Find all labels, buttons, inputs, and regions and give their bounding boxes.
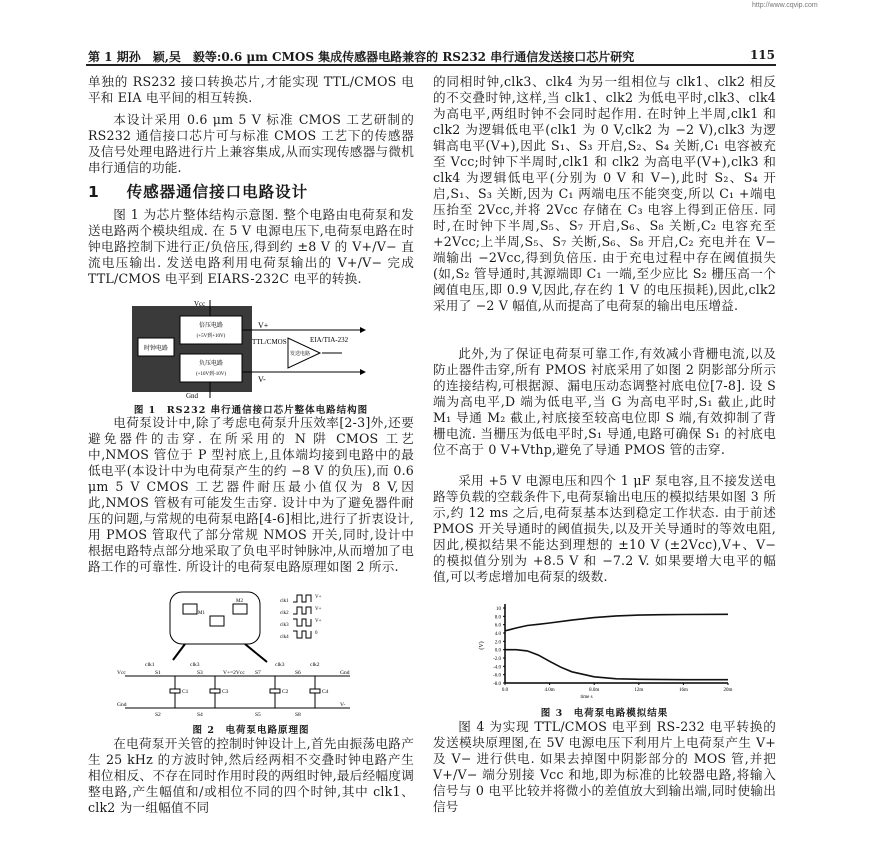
clock-label: 时钟电路 [143, 346, 169, 352]
y-tick-label: 6.0 [494, 623, 501, 629]
paragraph: 图 1 为芯片整体结构示意图. 整个电路由电荷泵和发送电路两个模块组成. 在 5 V 电源电压下,电荷泵电路在时钟电路控制下进行正/负倍压,得到约 ±8 V 的 V+/V− 直流电压输出. 发送电路利用电荷泵输出的 V+/V− 完成 TTL/CMOS 电平到 EIARS-232C 电平的转换. [88, 207, 414, 286]
s5-label: S5 [255, 712, 261, 718]
running-header [88, 48, 775, 65]
wave-clk2-label: clk2 [280, 611, 289, 616]
figure-1-caption: 图 1 RS232 串行通信接口芯片整体电路结构图 [133, 405, 369, 416]
figure-3-chart [465, 596, 750, 704]
x-axis-label: time s [580, 695, 593, 700]
x-tick-label: 20m [723, 688, 733, 693]
vplus-label: V+ [258, 321, 269, 330]
running-title: 第 1 期孙 颖,吴 毅等:0.6 μm CMOS 集成传感器电路兼容的 RS232 串行通信发送接口芯片研究 [88, 50, 635, 64]
y-tick-label: 0.0 [494, 648, 501, 654]
y-axis-label: (V) [479, 641, 485, 650]
y-tick-label: 4.0 [494, 632, 501, 637]
clk1-label: clk1 [145, 662, 155, 668]
wave-clk1-label: clk1 [280, 599, 289, 604]
y-tick-label: -8.0 [493, 682, 501, 687]
paragraph: 单独的 RS232 接口转换芯片,才能实现 TTL/CMOS 电平和 EIA 电平间的相互转换. [88, 74, 414, 105]
doubler-label: 倍压电路 [198, 323, 224, 329]
header-rule [86, 64, 776, 66]
gnd-label: Gnd [117, 702, 127, 708]
x-tick-label: 0.0 [501, 688, 509, 693]
paragraph: 在电荷泵开关管的控制时钟设计上,首先由振荡电路产生 25 kHz 的方波时钟,然后经两相不交叠时钟电路产生相位相反、不存在同时作用时段的两组时钟,最后经幅度调整电路,产生幅值和/或相位不同的四个时钟,其中 clk1、clk2 为一组幅值不同 [88, 736, 414, 815]
page-number: 115 [749, 48, 775, 62]
y-tick-label: 8.0 [494, 615, 501, 621]
doubler-range: (+5V到+10V) [196, 334, 226, 339]
m1-label: M1 [198, 611, 205, 616]
inverter-block [180, 354, 242, 382]
vcc-label: Vcc [117, 670, 126, 676]
paragraph: 此外,为了保证电荷泵可靠工作,有效减小背栅电流,以及防止器件击穿,所有 PMOS 衬底采用了如图 2 阴影部分所示的连接结构,可根据源、漏电压动态调整衬底电位[7-8]. 设 S 端为高电平,D 端为低电平,当 G 为高电平时,S₁ 截止,此时 M₁ 导通 M₂ 截止,衬底接至较高电位即 S 端,有效抑制了背栅电流. 当栅压为低电平时,S₁ 导通,电路可确保 S₁ 的衬底电位不高于 0 V+Vthp,避免了导通 PMOS 管的击穿. [433, 346, 776, 457]
wave-level: V+ [315, 607, 322, 612]
figure-3-caption: 图 3 电荷泵电路模拟结果 [540, 708, 669, 719]
clock-waveforms [280, 595, 322, 640]
y-tick-label: 10 [496, 607, 501, 612]
wave-level: V+ [315, 595, 322, 600]
clk3-label: clk3 [190, 662, 200, 668]
wave-level: 0 [315, 631, 318, 636]
s2-label: S2 [155, 712, 161, 718]
vcc-label: Vcc [194, 300, 206, 308]
paragraph: 的同相时钟,clk3、clk4 为另一组相位与 clk1、clk2 相反的不交叠时钟,这样,当 clk1、clk2 为低电平时,clk3、clk4 为高电平,两组时钟不会同时起作用. 在时钟上半周,clk1 和 clk2 为逻辑低电平(clk1 为 0 V,clk2 为 −2 V),clk3 为逻辑高电平(V+),因此 S₁、S₃ 开启,S₂、S₄ 关断,C₁ 电容被充至 Vcc;时钟下半周时,clk1 和 clk2 为高电平(V+),clk3 和 clk4 为逻辑低电平(分别为 0 V 和 V−),此时 S₂、S₄ 开启,S₁、S₃ 关断,因为 C₁ 两端电压不能突变,所以 C₁ +端电压抬至 2Vcc,并将 2Vcc 存储在 C₃ 电容上得到正倍压. 同时,在时钟下半周,S₅、S₇ 开启,S₆、S₈ 关断,C₂ 电容充至 +2Vcc;上半周,S₅、S₇ 关断,S₆、S₈ 开启,C₂ 充电并在 V− 端输出 −2Vcc,得到负倍压. 由于充电过程中存在阈值损失(如,S₂ 管导通时,其源端即 C₁ 一端,至少应比 S₂ 栅压高一个阈值电压,即 0.9 V,因此,存在约 1 V 的电压损耗),因此,clk2 采用了 −2 V 幅值,从而提高了电荷泵的输出电压增益. [433, 74, 776, 313]
eia-label: EIA/TIA-232 [310, 336, 349, 344]
pump-schematic [117, 662, 350, 718]
substrate-detail-inset [170, 592, 260, 644]
y-tick-label: -6.0 [493, 673, 501, 679]
inverter-range: (+10V到-10V) [195, 372, 227, 377]
watermark-url: http://www.cqvip.com [752, 2, 818, 9]
c4-label: C4 [322, 689, 329, 695]
s3-label: S3 [197, 670, 203, 676]
section-title: 传感器通信接口电路设计 [126, 183, 309, 201]
paragraph: 本设计采用 0.6 μm 5 V 标准 CMOS 工艺研制的 RS232 通信接口芯片可与标准 CMOS 工艺下的传感器及信号处理电路进行片上兼容集成,从而实现传感器与微机串行通信的功能. [88, 112, 414, 175]
paragraph: 电荷泵设计中,除了考虑电荷泵升压效率[2-3]外,还要避免器件的击穿. 在所采用的 N 阱 CMOS 工艺中,NMOS 管位于 P 型衬底上,且体端均接到电路中的最低电平(本设计中为电荷泵产生的约 −8 V 的负压),而 0.6 μm 5 V CMOS 工艺器件耐压最小值仅为 8 V,因此,NMOS 管极有可能发生击穿. 设计中为了避免器件耐压的问题,与常规的电荷泵电路[4-6]相比,进行了折衷设计,用 PMOS 管取代了部分常规 NMOS 开关,同时,设计中根据电路特点部分地采取了负电平时钟脉冲,从而增加了电路工作的可靠性. 所设计的电荷泵电路原理如图 2 所示. [88, 415, 414, 574]
series-line-vplus [505, 614, 728, 631]
driver-label: 发送电路 [290, 352, 311, 357]
section-heading [88, 180, 414, 202]
doubler-block [180, 316, 242, 344]
c2-label: C2 [282, 689, 289, 695]
y-tick-label: -2.0 [493, 657, 501, 662]
s8-label: S8 [295, 712, 301, 718]
y-tick-label: 2.0 [494, 640, 501, 646]
gnd-label: Gnd [340, 670, 350, 676]
m2-label: M2 [236, 599, 243, 604]
c1-label: C1 [182, 689, 189, 695]
paragraph: 采用 +5 V 电源电压和四个 1 μF 泵电容,且不接发送电路等负载的空载条件下,电荷泵输出电压的模拟结果如图 3 所示,约 12 ms 之后,电荷泵基本达到稳定工作状态. 由于前述 PMOS 开关导通时的阈值损失,以及开关导通时的等效电阻,因此,模拟结果不能达到理想的 ±10 V (±2Vcc),V+、V− 的模拟值分别为 +8.5 V 和 −7.2 V. 如果要增大电平的幅值,可以考虑增加电荷泵的级数. [433, 473, 776, 584]
vminus-label: V- [258, 375, 266, 384]
x-tick-label: 16m [678, 688, 688, 693]
s1-label: S1 [155, 670, 161, 676]
s7-label: S7 [255, 670, 261, 676]
clk3-label: clk3 [275, 662, 285, 668]
vplus-2vcc-label: V+=2Vcc [223, 670, 245, 676]
ttl-cmos-label: TTL/CMOS [252, 338, 287, 346]
wave-clk3-label: clk3 [280, 623, 289, 628]
c3-label: C3 [222, 689, 229, 695]
gnd-label: Gnd [186, 392, 199, 400]
paragraph: 图 4 为实现 TTL/CMOS 电平到 RS-232 电平转换的发送模块原理图,在 5V 电源电压下利用片上电荷泵产生 V+ 及 V− 进行供电. 如果去掉图中阴影部分的 MOS 管,并把 V+/V− 端分别接 Vcc 和地,即为标准的比较器电路,将输入信号与 0 电平比较并将微小的差值放大到输出端,同时使输出信号 [433, 719, 776, 814]
figure-2-circuit-diagram [115, 590, 365, 720]
section-number: 1 [88, 183, 100, 201]
wave-clk4-label: clk4 [280, 635, 289, 640]
x-tick-label: 4.0m [544, 688, 555, 693]
figure-1-block-diagram [110, 298, 370, 400]
x-tick-label: 12m [634, 688, 644, 693]
s6-label: S6 [295, 670, 301, 676]
x-tick-label: 8.0m [589, 688, 600, 693]
vminus-label: V- [340, 702, 346, 708]
clk2-label: clk2 [310, 662, 320, 668]
wave-level: V+ [315, 619, 322, 624]
s4-label: S4 [197, 712, 203, 718]
y-tick-label: -4.0 [493, 665, 501, 671]
inverter-label: 负压电路 [198, 361, 224, 367]
series-line-vminus [505, 650, 728, 680]
figure-2-caption: 图 2 电荷泵电路原理图 [192, 725, 310, 736]
